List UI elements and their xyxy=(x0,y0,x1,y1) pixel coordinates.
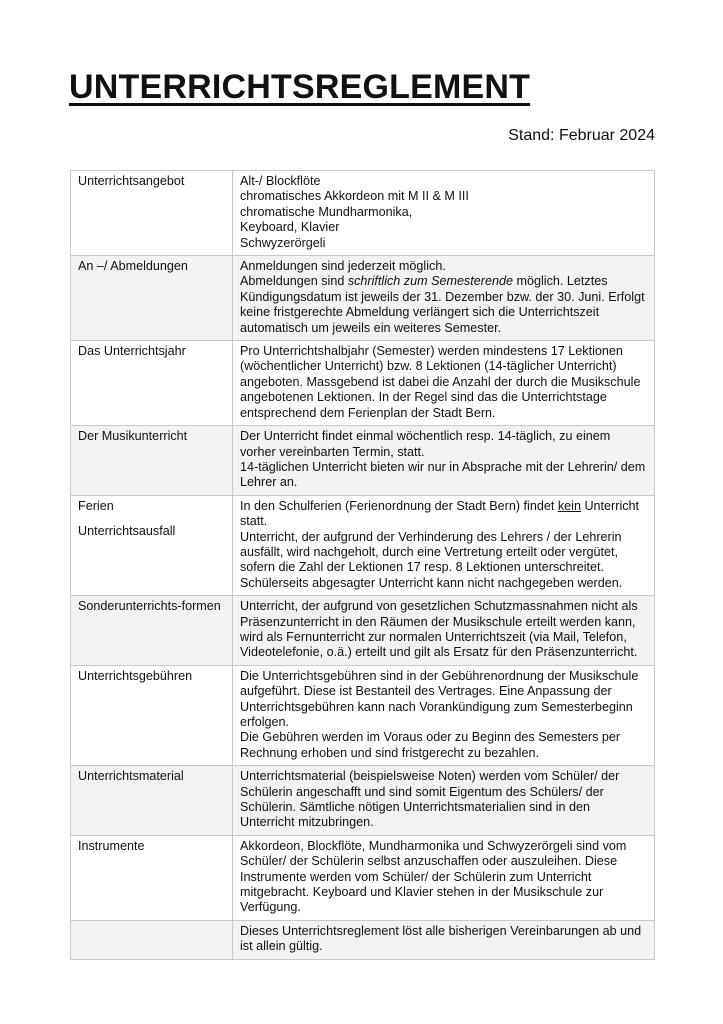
table-row xyxy=(71,495,655,595)
row-content xyxy=(233,256,655,341)
offering-item: chromatisches Akkordeon mit M II & M III xyxy=(240,189,469,204)
row-label: An –/ Abmeldungen xyxy=(71,256,233,341)
row-content: Pro Unterrichtshalbjahr (Semester) werden mindestens 17 Lektionen (wöchentlicher Unterricht) bzw. 8 Lektionen (14-täglicher Unterricht) angeboten. Massgebend ist dabei die Anzahl der durch die Musikschule angebotenen Lektionen. In der Regel sind das die Unterrichtstage entsprechend dem Ferienplan der Stadt Bern. xyxy=(233,341,655,426)
row-paragraph: Die Unterrichtsgebühren sind in der Gebührenordnung der Musikschule aufgeführt. Diese ist Bestanteil des Vertrages. Eine Anpassung der Unterrichtsgebühren kann nach Vorankündigung zum Semesterbeginn erfolgen. xyxy=(240,668,639,729)
row-paragraph xyxy=(240,274,646,336)
table-row xyxy=(71,766,655,836)
row-label-part: Ferien xyxy=(78,498,114,513)
row-label: Der Musikunterricht xyxy=(71,426,233,496)
row-label: Unterrichtsmaterial xyxy=(71,766,233,836)
row-content: Dieses Unterrichtsreglement löst alle bisherigen Vereinbarungen ab und ist allein gültig. xyxy=(233,920,655,959)
row-label-part: Unterrichtsausfall xyxy=(78,524,176,539)
row-content xyxy=(233,426,655,496)
offering-item: Alt-/ Blockflöte xyxy=(240,174,321,188)
text-segment: Unterricht statt. xyxy=(240,498,640,529)
row-content xyxy=(233,665,655,765)
table-row xyxy=(71,256,655,341)
underlined-emphasis: kein xyxy=(557,498,581,513)
table-row xyxy=(71,596,655,666)
table-row xyxy=(71,171,655,256)
text-segment: möglich. Letztes Kündigungsdatum ist jeweils der 31. Dezember bzw. der 30. Juni. Erfolgt keine fristgerechte Abmeldung verlängert sich die Unterrichtszeit automatisch um jeweils ein weiteres Semester. xyxy=(240,274,645,335)
row-label xyxy=(71,495,233,595)
label-spacer xyxy=(78,514,224,524)
row-paragraph: Unterricht, der aufgrund der Verhinderung des Lehrers / der Lehrerin ausfällt, wird nachgeholt, durch eine Vertretung erteilt oder vergütet, sofern die Zahl der Lektionen 17 resp. 8 Lektionen unterschreitet. Schülerseits abgesagter Unterricht kann nicht nachgegeben werden. xyxy=(240,529,623,590)
row-paragraph: 14-täglichen Unterricht bieten wir nur in Absprache mit der Lehrerin/ dem Lehrer an. xyxy=(240,459,646,490)
row-paragraph: Anmeldungen sind jederzeit möglich. xyxy=(240,259,446,274)
row-label: Das Unterrichtsjahr xyxy=(71,341,233,426)
document-title: UNTERRICHTSREGLEMENT xyxy=(69,68,531,106)
regulations-table xyxy=(70,170,655,960)
document-date: Stand: Februar 2024 xyxy=(508,127,655,144)
row-label: Instrumente xyxy=(71,835,233,920)
row-paragraph: Der Unterricht findet einmal wöchentlich resp. 14-täglich, zu einem vorher vereinbarten Termin, statt. xyxy=(240,429,611,459)
italic-emphasis: schriftlich zum Semesterende xyxy=(347,274,514,289)
row-label: Sonderunterrichts-formen xyxy=(71,596,233,666)
table-row xyxy=(71,835,655,920)
table-row xyxy=(71,665,655,765)
table-row xyxy=(71,426,655,496)
offering-item: Keyboard, Klavier xyxy=(240,220,340,235)
row-label: Unterrichtsangebot xyxy=(71,171,233,256)
row-paragraph xyxy=(240,499,646,530)
offering-item: Schwyzerörgeli xyxy=(240,235,326,250)
row-content xyxy=(233,495,655,595)
row-content: Unterrichtsmaterial (beispielsweise Noten) werden vom Schüler/ der Schülerin angeschafft und sind somit Eigentum des Schülers/ der Schülerin. Sämtliche nötigen Unterrichtsmaterialien sind in den Unterricht mitzubringen. xyxy=(233,766,655,836)
table-row xyxy=(71,920,655,959)
row-content: Unterricht, der aufgrund von gesetzlichen Schutzmassnahmen nicht als Präsenzunterricht in den Räumen der Musikschule erteilt werden kann, wird als Fernunterricht zur normalen Unterrichtszeit (via Mail, Telefon, Videotelefonie, o.ä.) erteilt und gilt als Ersatz für den Präsenzunterricht. xyxy=(233,596,655,666)
row-label xyxy=(71,920,233,959)
text-segment: In den Schulferien (Ferienordnung der Stadt Bern) findet xyxy=(240,498,558,513)
row-label: Unterrichtsgebühren xyxy=(71,665,233,765)
text-segment: Abmeldungen sind xyxy=(240,274,348,289)
row-content: Akkordeon, Blockflöte, Mundharmonika und Schwyzerörgeli sind vom Schüler/ der Schülerin selbst anzuschaffen oder auszuleihen. Diese Instrumente werden vom Schüler/ der Schülerin zum Unterricht mitgebracht. Keyboard und Klavier stehen in der Musikschule zur Verfügung. xyxy=(233,835,655,920)
row-paragraph: Die Gebühren werden im Voraus oder zu Beginn des Semesters per Rechnung erhoben und sind fristgerecht zu bezahlen. xyxy=(240,730,621,760)
row-content xyxy=(233,171,655,256)
table-row xyxy=(71,341,655,426)
offering-item: chromatische Mundharmonika, xyxy=(240,204,413,219)
